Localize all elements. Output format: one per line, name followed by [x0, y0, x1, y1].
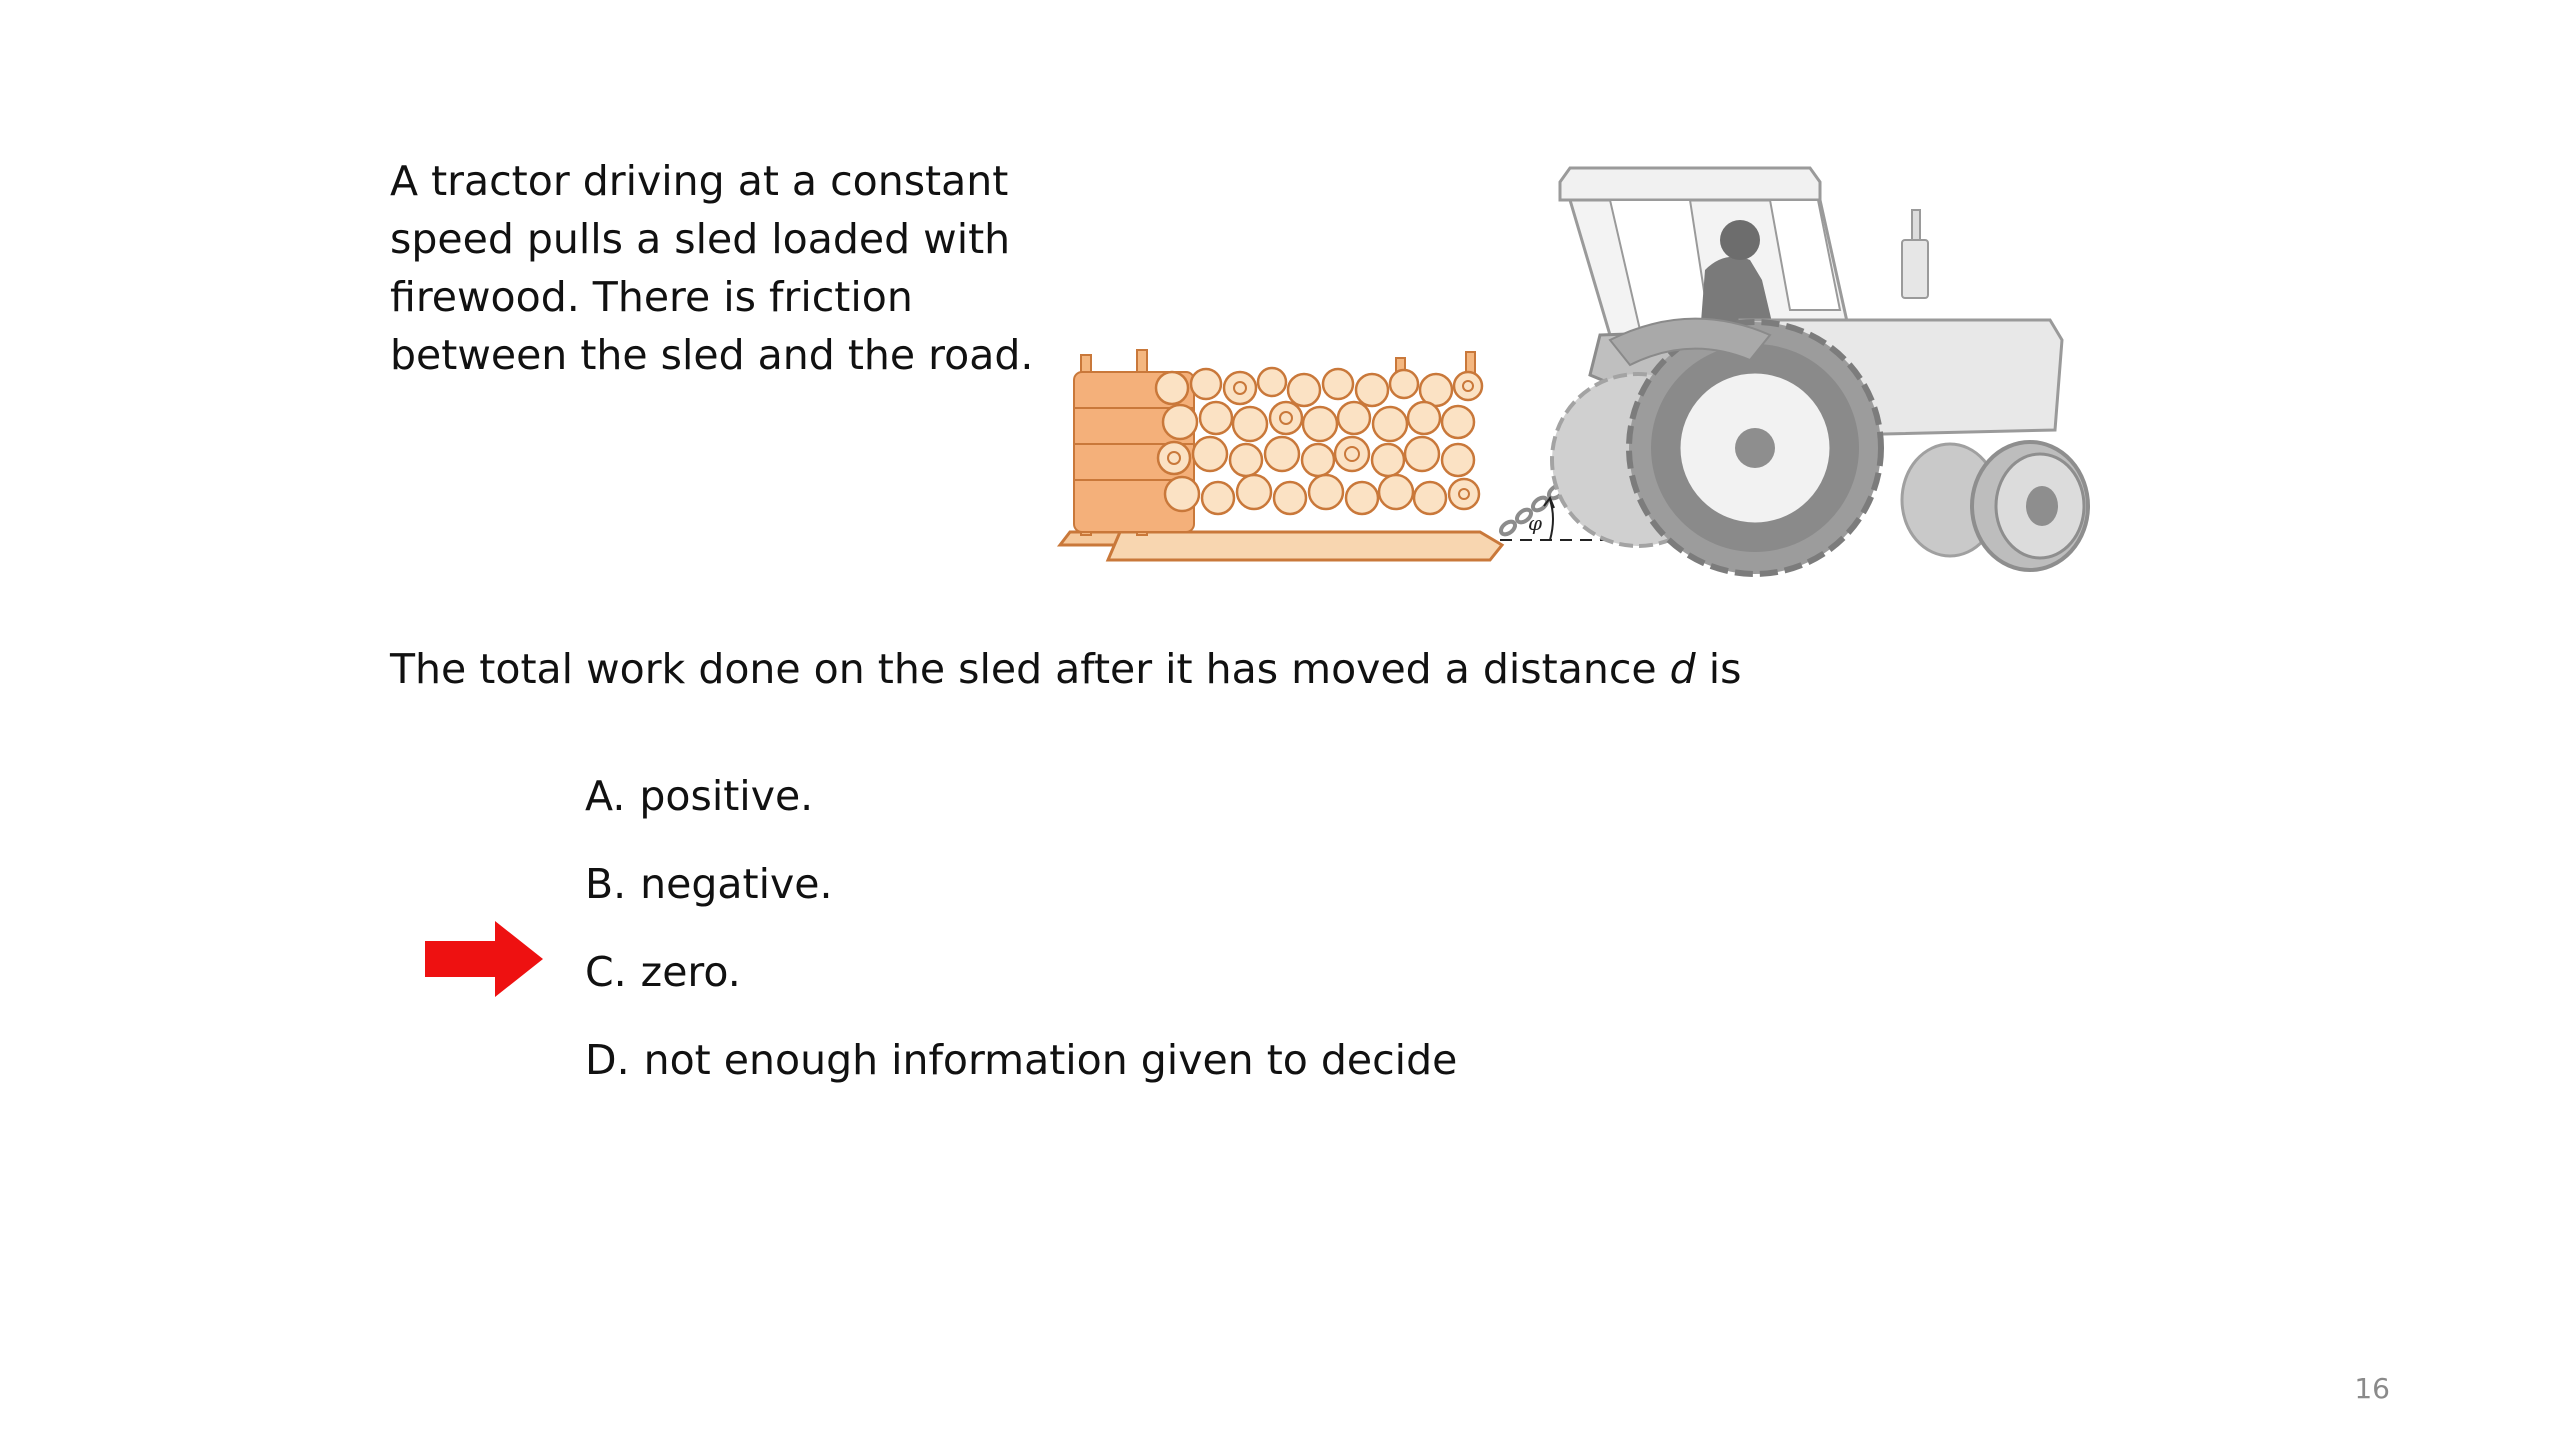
choice-c[interactable]	[585, 928, 1457, 1016]
firewood-sled	[1060, 350, 1502, 560]
question-variable: d	[1669, 645, 1696, 693]
choice-d[interactable]	[585, 1016, 1457, 1104]
tractor-sled-illustration	[1050, 160, 2090, 600]
choice-text: negative.	[640, 860, 833, 908]
problem-line-4: between the sled and the road.	[390, 331, 1034, 379]
problem-statement	[390, 152, 1034, 384]
question-text-end: is	[1695, 645, 1742, 693]
problem-line-3: firewood. There is friction	[390, 273, 913, 321]
choice-a[interactable]	[585, 752, 1457, 840]
choice-letter: C.	[585, 948, 627, 996]
choice-letter: D.	[585, 1036, 630, 1084]
question-text	[390, 640, 1741, 698]
choice-text: not enough information given to decide	[643, 1036, 1458, 1084]
page-number: 16	[2354, 1372, 2390, 1405]
answer-choices	[585, 752, 1457, 1104]
choice-text: positive.	[639, 772, 814, 820]
problem-line-2: speed pulls a sled loaded with	[390, 215, 1011, 263]
choice-text: zero.	[640, 948, 741, 996]
problem-line-1: A tractor driving at a constant	[390, 157, 1009, 205]
angle-phi-label: φ	[1528, 511, 1543, 535]
question-text-start: The total work done on the sled after it has moved a distance	[390, 645, 1670, 693]
tractor	[1552, 168, 2088, 574]
choice-b[interactable]	[585, 840, 1457, 928]
answer-arrow-icon	[425, 921, 543, 997]
choice-letter: B.	[585, 860, 627, 908]
choice-letter: A.	[585, 772, 626, 820]
